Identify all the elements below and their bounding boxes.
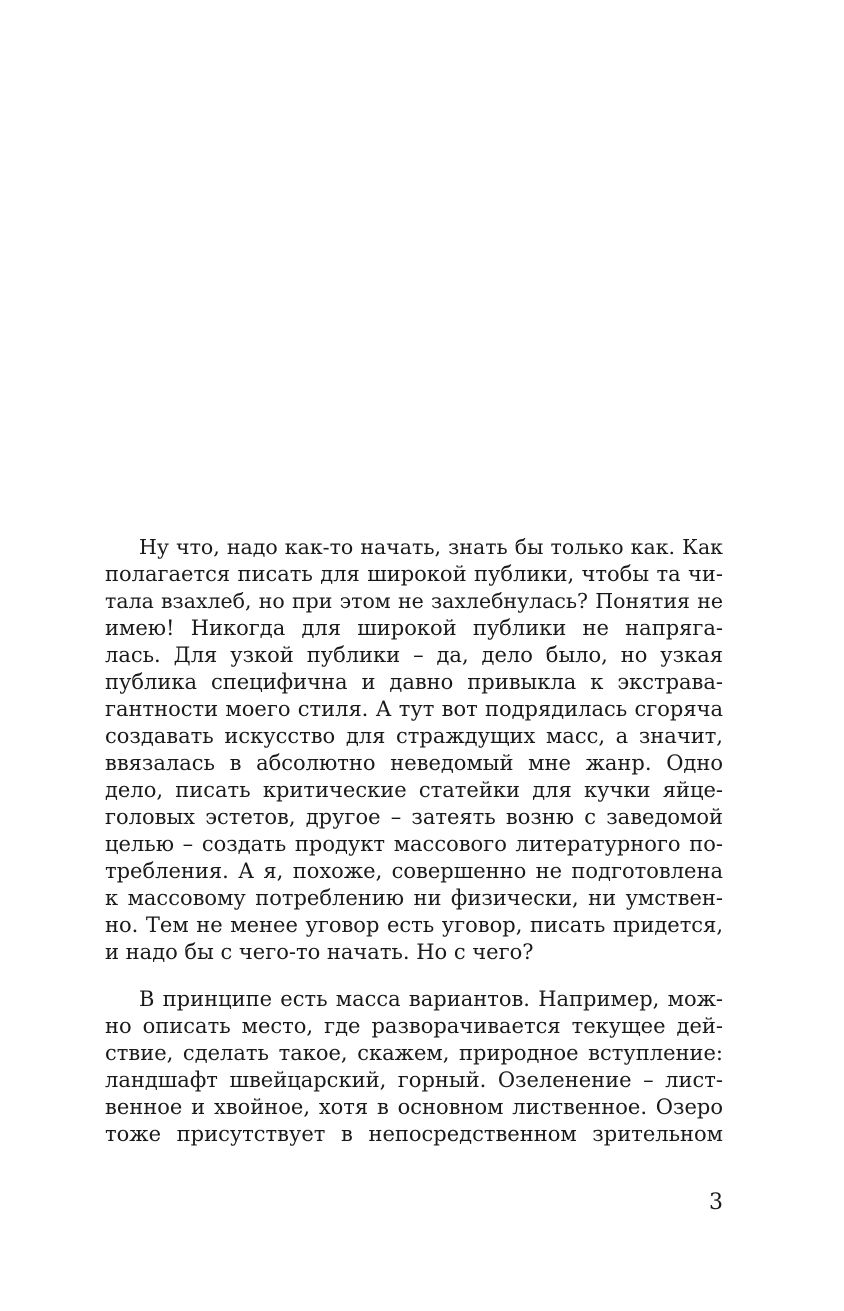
text-line: В принципе есть масса вариантов. Например, мож- [139, 987, 723, 1011]
text-line: тала взахлеб, но при этом не захлебнулась? Понятия не [105, 589, 723, 613]
text-line: венное и хвойное, хотя в основном лиственное. Озеро [105, 1095, 723, 1119]
text-line: головых эстетов, другое – затеять возню с заведомой [105, 805, 723, 829]
text-line: но описать место, где разворачивается текущее дей- [105, 1014, 723, 1038]
text-line: ствие, сделать такое, скажем, природное вступление: [105, 1041, 723, 1065]
text-line: Ну что, надо как-то начать, знать бы только как. Как [139, 535, 723, 559]
text-line: создавать искусство для страждущих масс, а значит, [105, 724, 723, 748]
text-line: дело, писать критические статейки для кучки яйце- [105, 778, 723, 802]
text-line: но. Тем не менее уговор есть уговор, писать придется, [105, 913, 723, 937]
page-number: 3 [709, 1190, 723, 1215]
text-line: и надо бы с чего-то начать. Но с чего? [105, 940, 534, 964]
paragraph-1 [105, 534, 723, 966]
text-line: целью – создать продукт массового литературного по- [105, 832, 723, 856]
text-line: ландшафт швейцарский, горный. Озеленение – лист- [105, 1068, 723, 1092]
text-line: тоже присутствует в непосредственном зрительном [105, 1122, 723, 1146]
text-line: полагается писать для широкой публики, чтобы та чи- [105, 562, 723, 586]
text-line: гантности моего стиля. А тут вот подрядилась сгоряча [105, 697, 723, 721]
text-line: публика специфична и давно привыкла к экстрава- [105, 670, 723, 694]
text-line: лась. Для узкой публики – да, дело было, но узкая [105, 643, 723, 667]
text-line: имею! Никогда для широкой публики не напряга- [105, 616, 723, 640]
text-line: ввязалась в абсолютно неведомый мне жанр. Одно [105, 751, 723, 775]
text-line: к массовому потреблению ни физически, ни умствен- [105, 886, 723, 910]
paragraph-2 [105, 986, 723, 1148]
text-line: требления. А я, похоже, совершенно не подготовлена [105, 859, 723, 883]
